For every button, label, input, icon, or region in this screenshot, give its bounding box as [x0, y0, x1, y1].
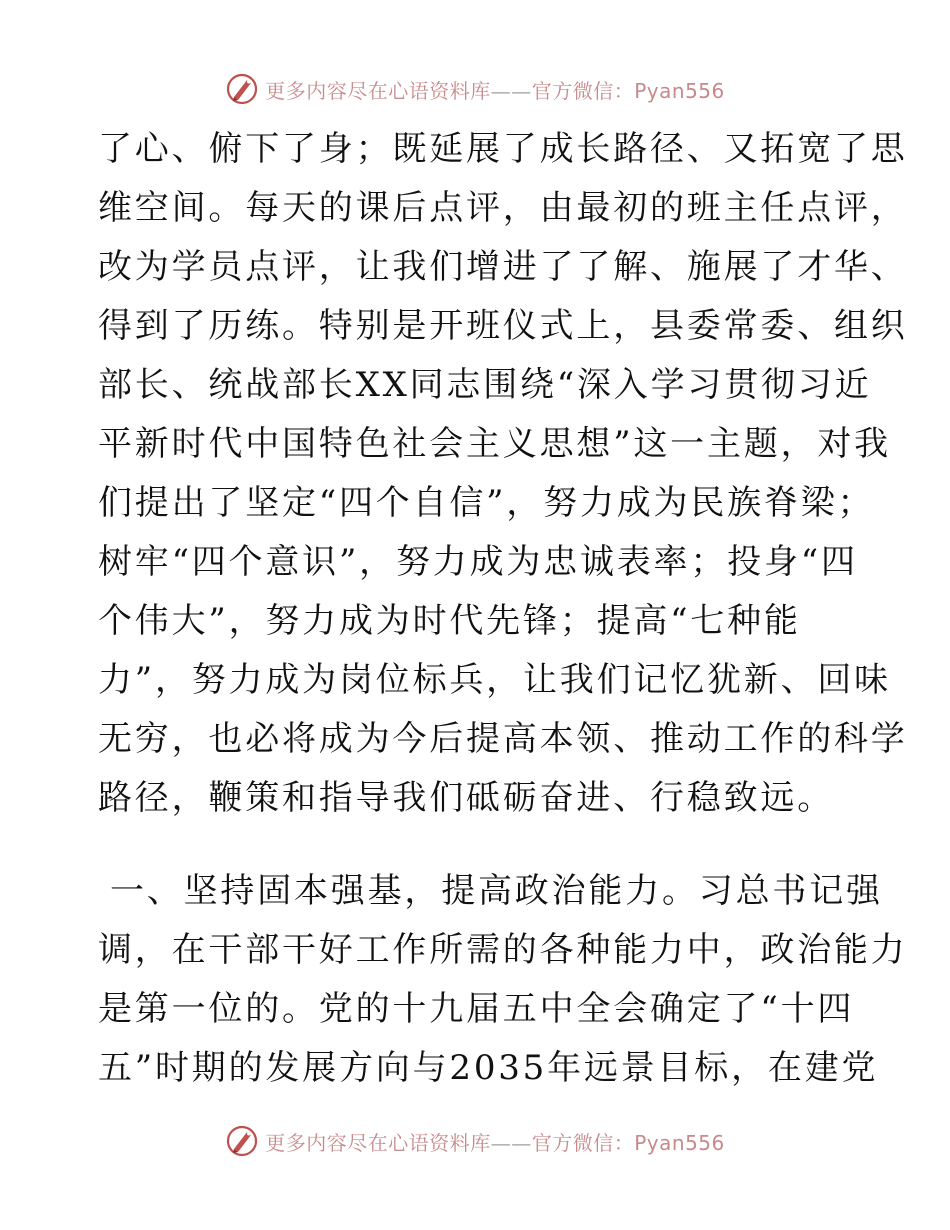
text-line: 了心、俯下了身；既延展了成长路径、又拓宽了思: [98, 129, 908, 169]
text-line: 得到了历练。特别是开班仪式上，县委常委、组织: [98, 306, 908, 346]
text-line: 五”时期的发展方向与2035年远景目标，在建党: [98, 1048, 879, 1088]
text-line: 们提出了坚定“四个自信”，努力成为民族脊梁；: [98, 483, 875, 523]
text-line: 树牢“四个意识”，努力成为忠诚表率；投身“四: [98, 542, 858, 582]
paragraph-2: [98, 862, 908, 1098]
text-line: 维空间。每天的课后点评，由最初的班主任点评，: [98, 188, 908, 228]
section-heading-line: 一、坚持固本强基，提高政治能力。习总书记强: [110, 871, 883, 911]
paragraph-1: [98, 120, 908, 828]
text-line: 无穷，也必将成为今后提高本领、推动工作的科学: [98, 719, 908, 759]
pen-logo-icon: [225, 72, 259, 106]
watermark-text: 更多内容尽在心语资料库——官方微信：Pyan556: [265, 78, 725, 103]
text-line: 力”，努力成为岗位标兵，让我们记忆犹新、回味: [98, 660, 891, 700]
pen-logo-icon: [225, 1124, 259, 1158]
text-line: 调，在干部干好工作所需的各种能力中，政治能力: [98, 930, 908, 970]
text-line: 部长、统战部长XX同志围绕“深入学习贯彻习近: [98, 365, 872, 405]
text-line: 平新时代中国特色社会主义思想”这一主题，对我: [98, 424, 891, 464]
footer-watermark: [0, 1124, 950, 1158]
text-line: 路径，鞭策和指导我们砥砺奋进、行稳致远。: [98, 778, 834, 818]
text-line: 个伟大”，努力成为时代先锋；提高“七种能: [98, 601, 801, 641]
text-line: 是第一位的。党的十九届五中全会确定了“十四: [98, 989, 855, 1029]
text-line: 改为学员点评，让我们增进了了解、施展了才华、: [98, 247, 908, 287]
header-watermark: [0, 72, 950, 106]
document-body: [98, 120, 908, 1098]
watermark-text: 更多内容尽在心语资料库——官方微信：Pyan556: [265, 1130, 725, 1155]
